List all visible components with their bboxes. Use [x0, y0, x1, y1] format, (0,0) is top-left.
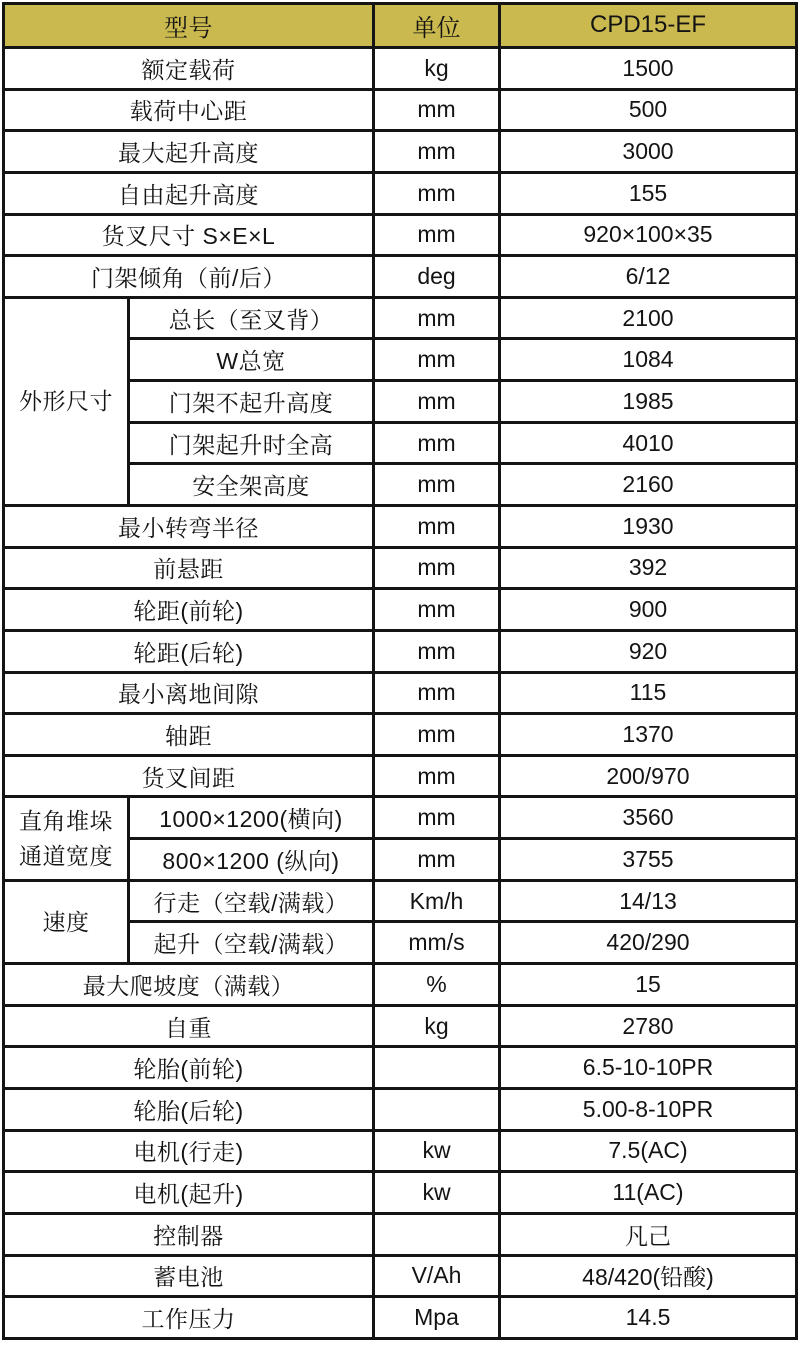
spec-unit: mm: [374, 589, 500, 631]
spec-value: 14.5: [500, 1297, 797, 1339]
spec-value: 3000: [500, 131, 797, 173]
spec-value: 1084: [500, 339, 797, 381]
spec-label: 自重: [4, 1005, 374, 1047]
table-row: [4, 131, 797, 173]
spec-label: 总长（至叉背）: [129, 297, 374, 339]
spec-label: 工作压力: [4, 1297, 374, 1339]
table-row: [4, 214, 797, 256]
spec-value: 500: [500, 89, 797, 131]
spec-label: 起升（空载/满载）: [129, 922, 374, 964]
spec-unit: mm: [374, 547, 500, 589]
table-row: [4, 1005, 797, 1047]
spec-label: 蓄电池: [4, 1255, 374, 1297]
spec-value: 200/970: [500, 755, 797, 797]
spec-value: 凡己: [500, 1213, 797, 1255]
spec-value: 15: [500, 964, 797, 1006]
spec-unit: Km/h: [374, 880, 500, 922]
spec-unit: mm: [374, 464, 500, 506]
spec-value: 1500: [500, 47, 797, 89]
spec-label: 轮胎(前轮): [4, 1047, 374, 1089]
spec-unit: mm: [374, 422, 500, 464]
table-row: [4, 89, 797, 131]
table-row: [4, 506, 797, 548]
spec-unit: mm: [374, 797, 500, 839]
spec-unit: mm: [374, 755, 500, 797]
spec-value: 5.00-8-10PR: [500, 1088, 797, 1130]
spec-unit: kg: [374, 47, 500, 89]
spec-unit: mm/s: [374, 922, 500, 964]
table-row: [4, 1088, 797, 1130]
group-label-speed: 速度: [4, 880, 129, 963]
spec-unit: [374, 1088, 500, 1130]
table-row: [4, 1255, 797, 1297]
spec-value: 4010: [500, 422, 797, 464]
spec-label: 轴距: [4, 714, 374, 756]
spec-unit: [374, 1213, 500, 1255]
table-row: [4, 1172, 797, 1214]
spec-value: 6.5-10-10PR: [500, 1047, 797, 1089]
spec-label: 行走（空载/满载）: [129, 880, 374, 922]
table-row: [4, 47, 797, 89]
table-header-row: [4, 4, 797, 48]
spec-value: 11(AC): [500, 1172, 797, 1214]
spec-unit: mm: [374, 339, 500, 381]
spec-value: 6/12: [500, 256, 797, 298]
spec-unit: mm: [374, 630, 500, 672]
spec-unit: kg: [374, 1005, 500, 1047]
spec-value: 155: [500, 172, 797, 214]
spec-label: 800×1200 (纵向): [129, 839, 374, 881]
table-row: [4, 172, 797, 214]
spec-value: 3755: [500, 839, 797, 881]
spec-unit: deg: [374, 256, 500, 298]
spec-value: 900: [500, 589, 797, 631]
spec-label: 货叉尺寸 S×E×L: [4, 214, 374, 256]
spec-unit: V/Ah: [374, 1255, 500, 1297]
table-row: [4, 1213, 797, 1255]
table-row: [4, 672, 797, 714]
spec-label: 最小转弯半径: [4, 506, 374, 548]
spec-value: 7.5(AC): [500, 1130, 797, 1172]
spec-unit: mm: [374, 214, 500, 256]
spec-label: 最小离地间隙: [4, 672, 374, 714]
spec-label: 轮距(后轮): [4, 630, 374, 672]
table-row: [4, 755, 797, 797]
table-row: [4, 880, 797, 922]
spec-value: 920: [500, 630, 797, 672]
spec-value: 1930: [500, 506, 797, 548]
spec-label: 载荷中心距: [4, 89, 374, 131]
spec-label: 门架不起升高度: [129, 381, 374, 423]
spec-label: 安全架高度: [129, 464, 374, 506]
spec-unit: mm: [374, 131, 500, 173]
spec-unit: mm: [374, 297, 500, 339]
spec-label: 最大爬坡度（满载）: [4, 964, 374, 1006]
spec-label: 门架倾角（前/后）: [4, 256, 374, 298]
spec-label: 货叉间距: [4, 755, 374, 797]
table-row: [4, 547, 797, 589]
spec-label: 最大起升高度: [4, 131, 374, 173]
table-row: [4, 589, 797, 631]
spec-unit: mm: [374, 381, 500, 423]
spec-label: 自由起升高度: [4, 172, 374, 214]
header-model-value: CPD15-EF: [500, 4, 797, 48]
spec-value: 3560: [500, 797, 797, 839]
spec-value: 1985: [500, 381, 797, 423]
spec-unit: mm: [374, 672, 500, 714]
spec-value: 14/13: [500, 880, 797, 922]
table-row: [4, 297, 797, 339]
spec-unit: [374, 1047, 500, 1089]
spec-label: 额定载荷: [4, 47, 374, 89]
spec-value: 920×100×35: [500, 214, 797, 256]
group-label-aisle: 直角堆垛通道宽度: [4, 797, 129, 880]
spec-value: 2160: [500, 464, 797, 506]
spec-table: [2, 2, 798, 1340]
table-row: [4, 1130, 797, 1172]
spec-unit: mm: [374, 506, 500, 548]
spec-label: 前悬距: [4, 547, 374, 589]
table-row: [4, 1047, 797, 1089]
spec-value: 1370: [500, 714, 797, 756]
spec-label: 轮距(前轮): [4, 589, 374, 631]
table-row: [4, 1297, 797, 1339]
spec-value: 392: [500, 547, 797, 589]
spec-label: 轮胎(后轮): [4, 1088, 374, 1130]
spec-value: 48/420(铅酸): [500, 1255, 797, 1297]
spec-unit: mm: [374, 714, 500, 756]
spec-unit: mm: [374, 89, 500, 131]
spec-label: 1000×1200(横向): [129, 797, 374, 839]
spec-label: 门架起升时全高: [129, 422, 374, 464]
spec-unit: Mpa: [374, 1297, 500, 1339]
table-row: [4, 964, 797, 1006]
spec-unit: kw: [374, 1130, 500, 1172]
spec-unit: mm: [374, 172, 500, 214]
table-row: [4, 714, 797, 756]
table-row: [4, 256, 797, 298]
spec-value: 115: [500, 672, 797, 714]
header-model-label: 型号: [4, 4, 374, 48]
header-unit-label: 单位: [374, 4, 500, 48]
spec-label: 控制器: [4, 1213, 374, 1255]
spec-unit: mm: [374, 839, 500, 881]
spec-label: 电机(起升): [4, 1172, 374, 1214]
spec-value: 420/290: [500, 922, 797, 964]
spec-value: 2780: [500, 1005, 797, 1047]
table-row: [4, 797, 797, 839]
spec-label: 电机(行走): [4, 1130, 374, 1172]
spec-unit: kw: [374, 1172, 500, 1214]
spec-value: 2100: [500, 297, 797, 339]
spec-label: W总宽: [129, 339, 374, 381]
spec-unit: %: [374, 964, 500, 1006]
group-label-dimensions: 外形尺寸: [4, 297, 129, 505]
table-row: [4, 630, 797, 672]
